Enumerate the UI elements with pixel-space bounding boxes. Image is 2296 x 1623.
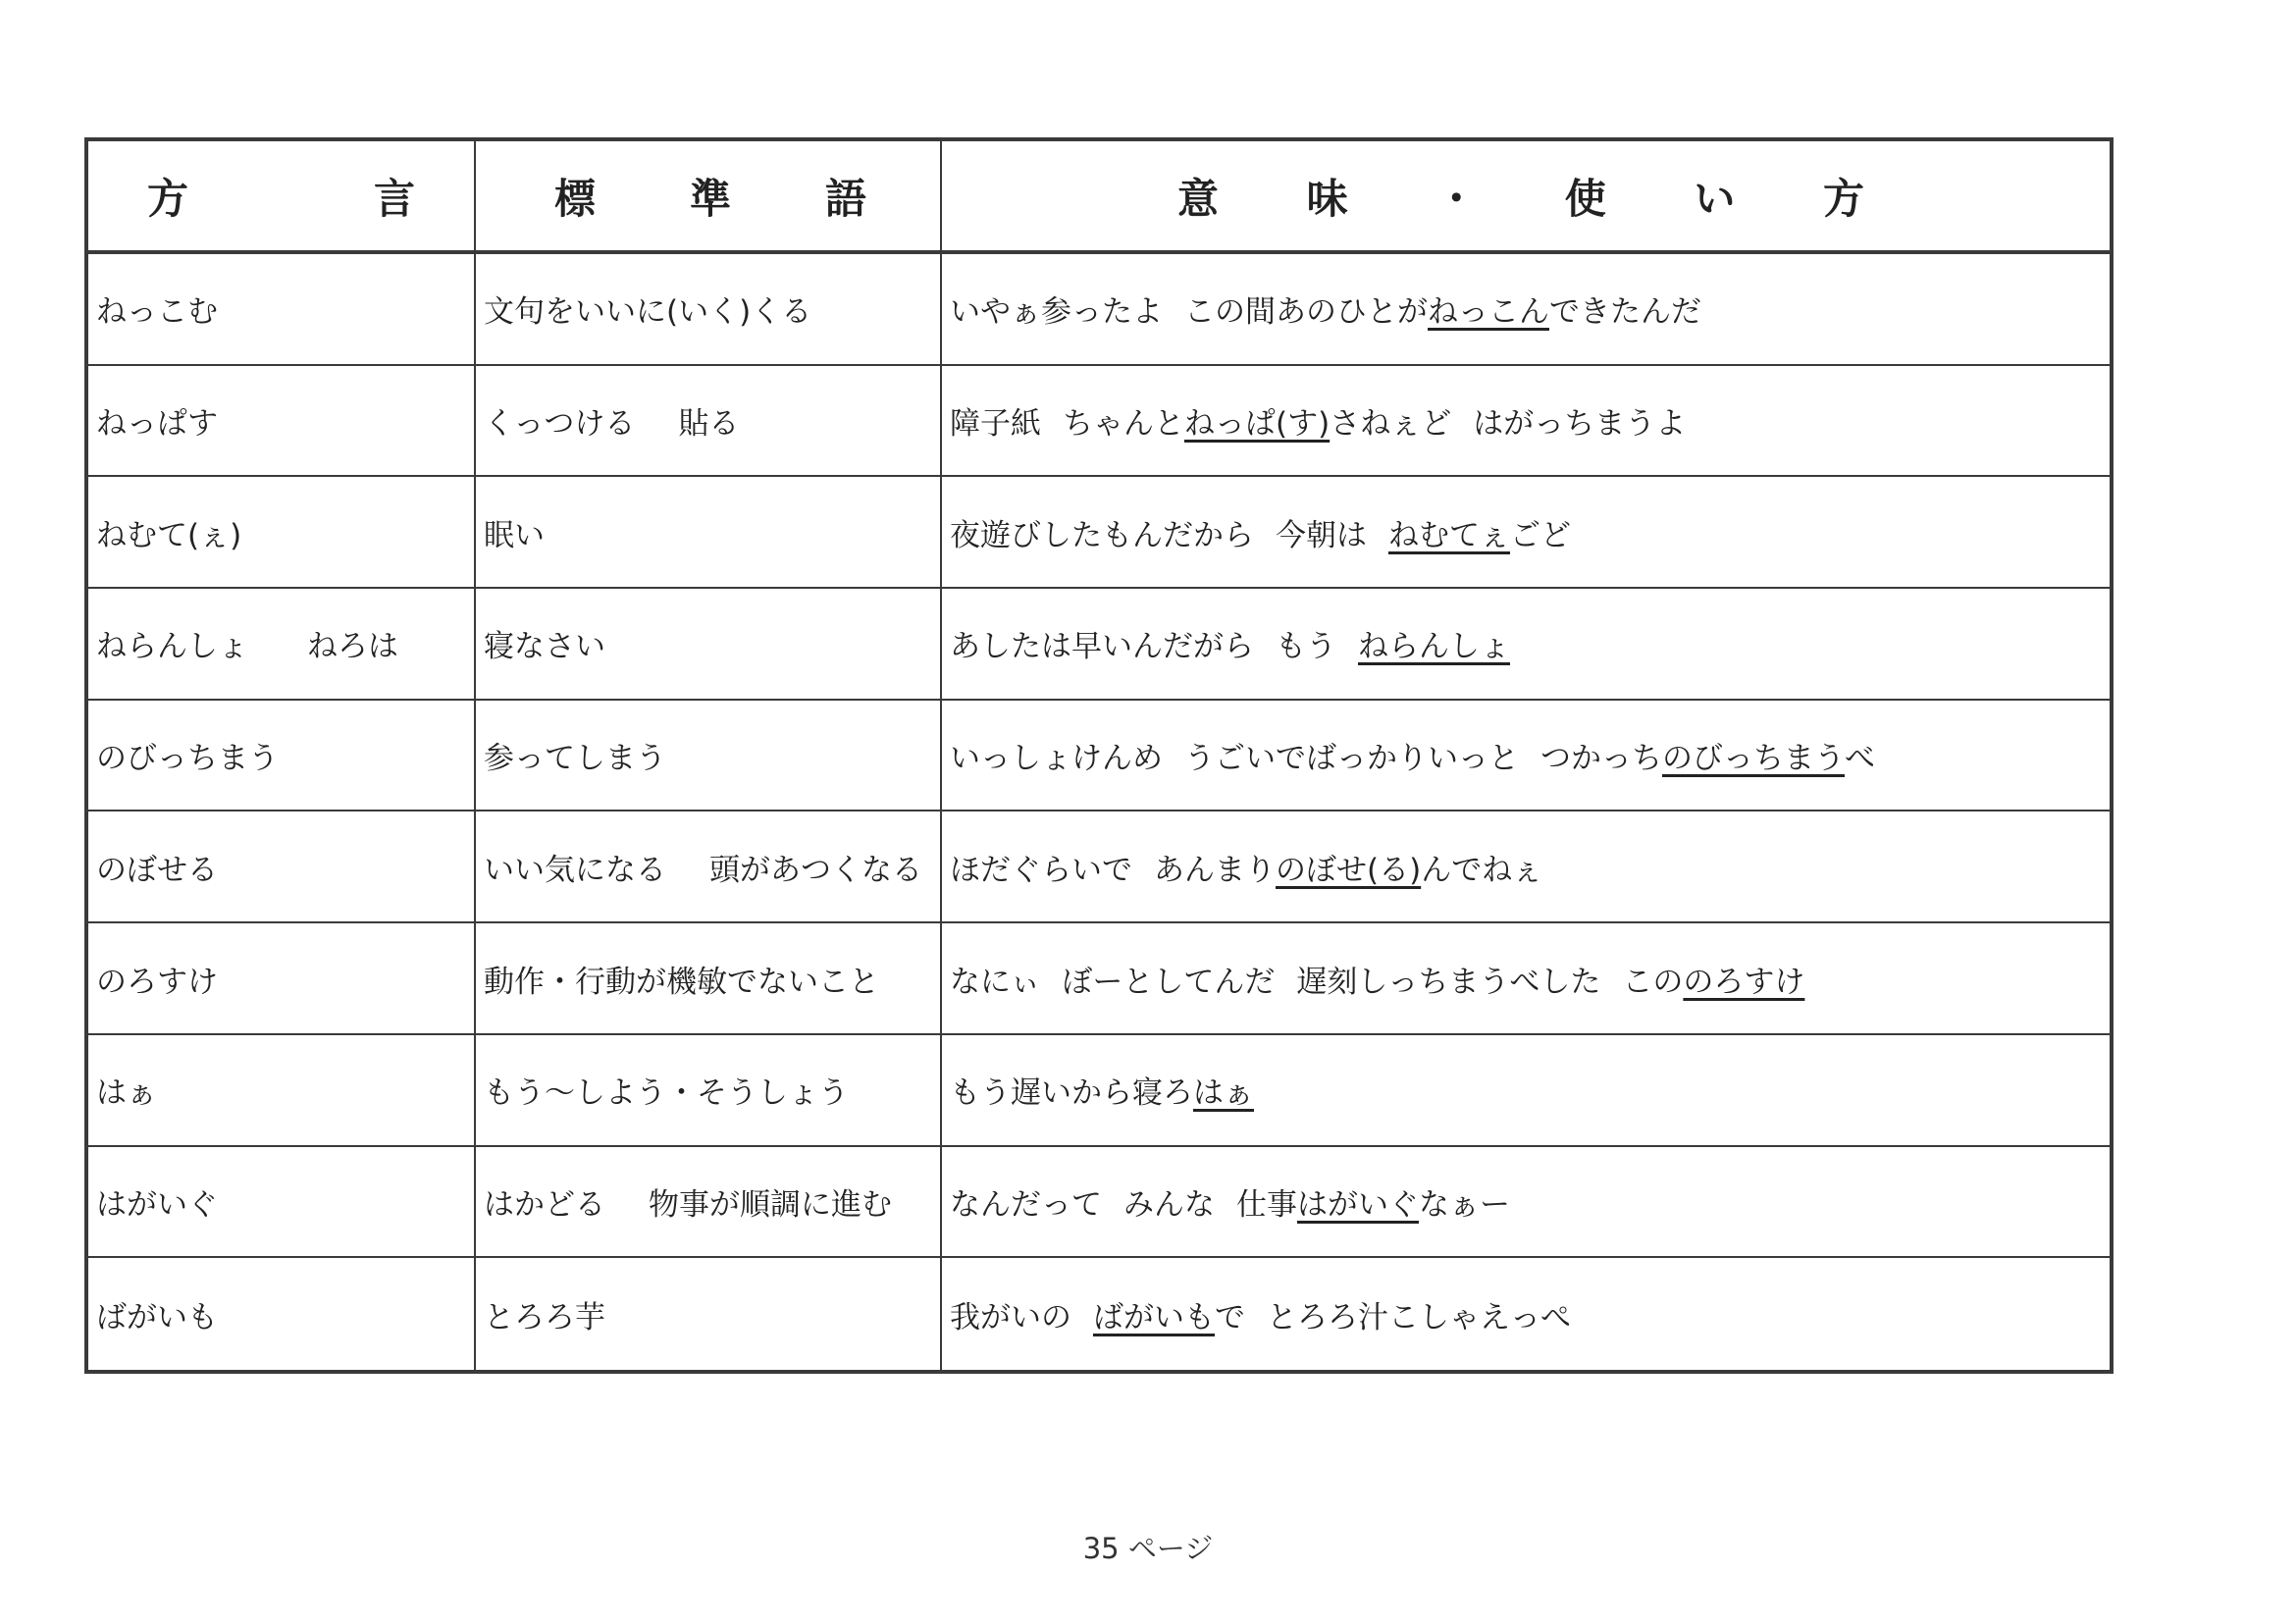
usage-text: 仕事 bbox=[1236, 1186, 1297, 1223]
standard-cell bbox=[476, 923, 942, 1035]
header-char: 味 bbox=[1306, 174, 1348, 223]
standard-cell bbox=[476, 366, 942, 478]
standard-term: 寝なさい bbox=[484, 629, 605, 665]
dialect-cell bbox=[88, 923, 476, 1035]
header-char: 準 bbox=[689, 174, 731, 223]
header-dialect bbox=[88, 141, 476, 254]
dialect-term: ばがいも bbox=[96, 1299, 218, 1335]
usage-text: もう bbox=[1276, 629, 1336, 665]
usage-text: もう遅いから寝ろ bbox=[950, 1075, 1193, 1112]
dialect-highlight: はぁ bbox=[1193, 1075, 1254, 1112]
usage-text: この bbox=[1622, 964, 1684, 1000]
usage-text: ちゃんと bbox=[1063, 406, 1184, 443]
standard-term: とろろ芋 bbox=[484, 1299, 605, 1335]
header-char: 方 bbox=[1822, 174, 1864, 223]
dialect-cell bbox=[88, 254, 476, 366]
usage-cell bbox=[942, 1035, 2110, 1147]
usage-text: あんまり bbox=[1154, 852, 1276, 888]
standard-cell bbox=[476, 812, 942, 923]
standard-term: 動作・行動が機敏でないこと bbox=[484, 964, 879, 1000]
usage-text: 夜遊びしたもんだから bbox=[950, 517, 1254, 553]
usage-text: ごど bbox=[1510, 517, 1571, 553]
dialect-term: ねっこむ bbox=[96, 294, 218, 331]
header-char: 語 bbox=[824, 174, 866, 223]
usage-text: いっしょけんめ bbox=[950, 741, 1163, 777]
dialect-term: ねろは bbox=[307, 629, 398, 665]
dialect-cell bbox=[88, 366, 476, 478]
usage-text: 今朝は bbox=[1276, 517, 1367, 553]
header-char: ・ bbox=[1435, 174, 1478, 223]
header-char: 言 bbox=[373, 174, 415, 223]
header-meaning-usage bbox=[942, 141, 2110, 254]
usage-text: はがっちまうよ bbox=[1473, 406, 1687, 443]
usage-cell bbox=[942, 366, 2110, 478]
standard-term: いい気になる bbox=[484, 852, 666, 888]
usage-text: みんな bbox=[1123, 1186, 1215, 1223]
standard-term: 貼る bbox=[678, 406, 740, 443]
usage-cell bbox=[942, 812, 2110, 923]
dialect-table bbox=[84, 137, 2113, 1374]
standard-cell bbox=[476, 589, 942, 701]
standard-term: 眠い bbox=[484, 517, 545, 553]
standard-cell bbox=[476, 1035, 942, 1147]
standard-term: 物事が順調に進む bbox=[649, 1186, 892, 1223]
usage-text: で bbox=[1215, 1299, 1245, 1335]
usage-text: んでねぇ bbox=[1421, 852, 1543, 888]
dialect-term: はぁ bbox=[96, 1075, 157, 1112]
standard-term: 頭があつくなる bbox=[709, 852, 922, 888]
usage-text: うごいでばっかりいっと bbox=[1184, 741, 1519, 777]
header-char: 標 bbox=[554, 174, 597, 223]
header-char: 使 bbox=[1564, 174, 1606, 223]
standard-cell bbox=[476, 254, 942, 366]
dialect-cell bbox=[88, 812, 476, 923]
dialect-highlight: ねむてぇ bbox=[1388, 517, 1510, 553]
header-char: い bbox=[1694, 174, 1736, 223]
usage-text: つかっち bbox=[1540, 741, 1662, 777]
usage-text: 我がいの bbox=[950, 1299, 1071, 1335]
usage-cell bbox=[942, 254, 2110, 366]
dialect-highlight: はがいぐ bbox=[1297, 1186, 1419, 1223]
standard-cell bbox=[476, 477, 942, 589]
dialect-term: のろすけ bbox=[96, 964, 218, 1000]
usage-text: なんだって bbox=[950, 1186, 1102, 1223]
dialect-highlight: ばがいも bbox=[1093, 1299, 1215, 1335]
dialect-highlight: のろすけ bbox=[1683, 964, 1805, 1000]
usage-text: この間あのひとが bbox=[1184, 294, 1428, 331]
dialect-term: ねらんしょ bbox=[96, 629, 248, 665]
header-standard bbox=[476, 141, 942, 254]
standard-cell bbox=[476, 701, 942, 812]
usage-text: 障子紙 bbox=[950, 406, 1041, 443]
standard-term: もう～しよう・そうしょう bbox=[484, 1075, 849, 1112]
dialect-term: のびっちまう bbox=[96, 741, 279, 777]
dialect-term: ねっぱす bbox=[96, 406, 218, 443]
usage-text: 遅刻しっちまうべした bbox=[1296, 964, 1601, 1000]
dialect-term: ねむて(ぇ) bbox=[96, 517, 242, 553]
usage-text: いやぁ参ったよ bbox=[950, 294, 1163, 331]
usage-text: あしたは早いんだがら bbox=[950, 629, 1254, 665]
dialect-highlight: ねっこん bbox=[1428, 294, 1549, 331]
usage-cell bbox=[942, 477, 2110, 589]
dialect-cell bbox=[88, 701, 476, 812]
dialect-cell bbox=[88, 1035, 476, 1147]
usage-text: ほだぐらいで bbox=[950, 852, 1132, 888]
standard-term: 参ってしまう bbox=[484, 741, 666, 777]
dialect-term: のぼせる bbox=[96, 852, 218, 888]
dialect-cell bbox=[88, 477, 476, 589]
standard-term: くっつける bbox=[484, 406, 636, 443]
header-char: 意 bbox=[1177, 174, 1220, 223]
standard-term: はかどる bbox=[484, 1186, 605, 1223]
usage-text: さねぇど bbox=[1330, 406, 1452, 443]
usage-text: ぼーとしてんだ bbox=[1062, 964, 1276, 1000]
usage-cell bbox=[942, 1258, 2110, 1370]
dialect-highlight: のびっちまう bbox=[1662, 741, 1845, 777]
page-number: 35 ページ bbox=[1082, 1532, 1214, 1565]
usage-text: なにぃ bbox=[950, 964, 1041, 1000]
usage-text: なぁー bbox=[1419, 1186, 1510, 1223]
usage-cell bbox=[942, 1147, 2110, 1259]
dialect-highlight: ねらんしょ bbox=[1358, 629, 1510, 665]
dialect-term: はがいぐ bbox=[96, 1186, 218, 1223]
usage-cell bbox=[942, 589, 2110, 701]
usage-text: べ bbox=[1845, 741, 1875, 777]
usage-cell bbox=[942, 923, 2110, 1035]
dialect-highlight: ねっぱ(す) bbox=[1184, 406, 1331, 443]
dialect-cell bbox=[88, 1147, 476, 1259]
usage-cell bbox=[942, 701, 2110, 812]
standard-term: 文句をいいに(いく)くる bbox=[484, 294, 812, 331]
usage-text: できたんだ bbox=[1549, 294, 1701, 331]
header-char: 方 bbox=[147, 174, 189, 223]
usage-text: とろろ汁こしゃえっぺ bbox=[1267, 1299, 1571, 1335]
dialect-cell bbox=[88, 589, 476, 701]
standard-cell bbox=[476, 1147, 942, 1259]
dialect-highlight: のぼせ(る) bbox=[1276, 852, 1422, 888]
standard-cell bbox=[476, 1258, 942, 1370]
dialect-cell bbox=[88, 1258, 476, 1370]
